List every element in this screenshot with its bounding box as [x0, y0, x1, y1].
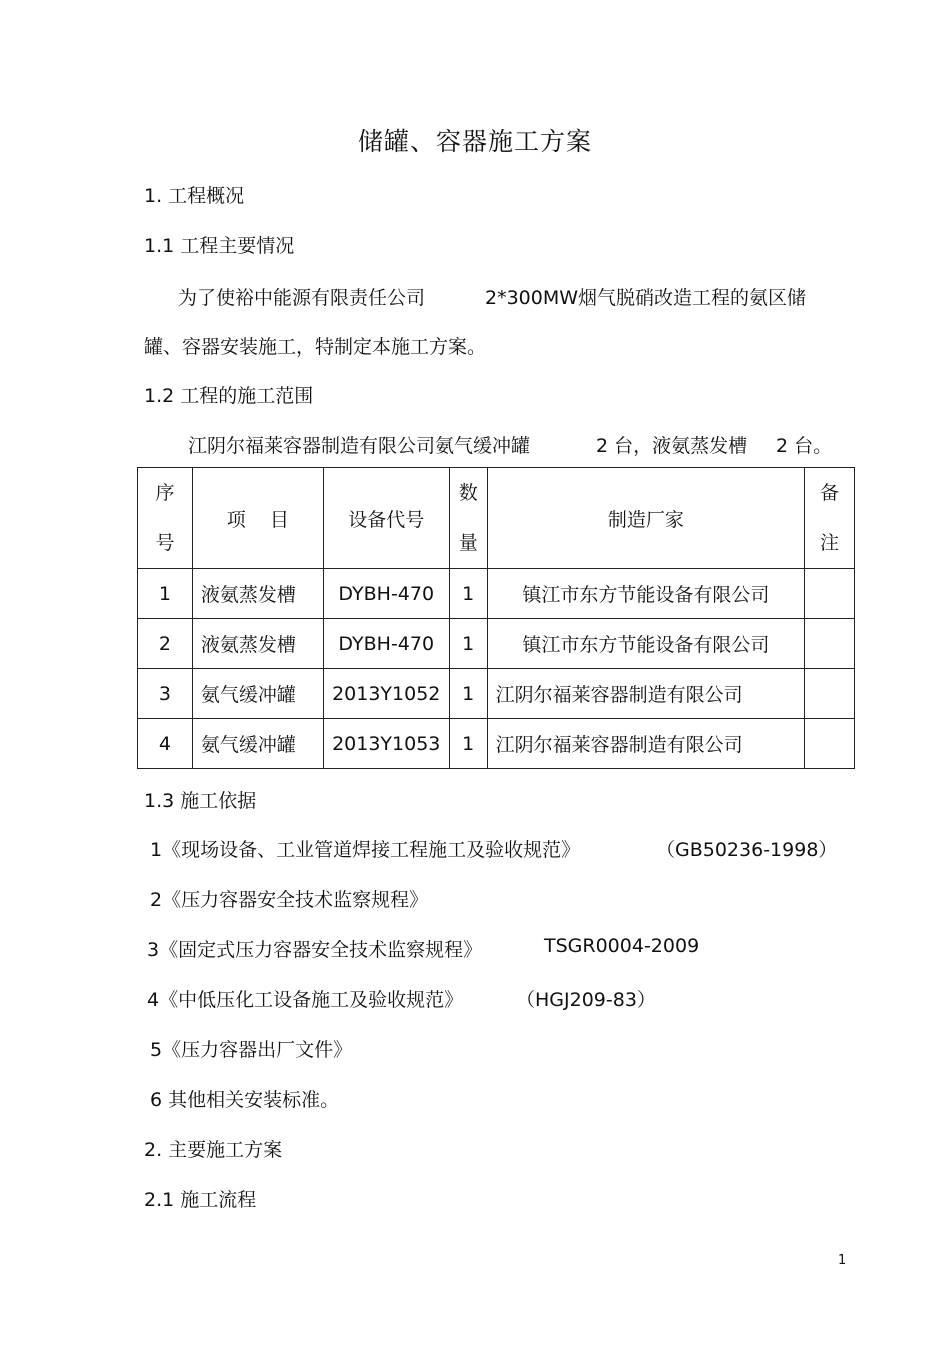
- cell-code: 2013Y1053: [323, 719, 449, 769]
- header-item: 项 目: [192, 468, 323, 569]
- cell-seq: 3: [138, 669, 193, 719]
- cell-maker: 江阴尔福莱容器制造有限公司: [487, 719, 804, 769]
- cell-code: 2013Y1052: [323, 669, 449, 719]
- header-note-line-1: 备: [820, 482, 840, 504]
- section-heading-1-2: 1.2 工程的施工范围: [144, 385, 314, 407]
- paragraph-1-line-2: 罐、容器安装施工，特制定本施工方案。: [144, 336, 487, 358]
- cell-qty: 1: [449, 719, 487, 769]
- reference-6-title: 6 其他相关安装标准。: [150, 1089, 340, 1111]
- header-note: [805, 468, 855, 569]
- header-qty-line-2: 量: [458, 532, 478, 554]
- reference-3-code: TSGR0004-2009: [544, 935, 700, 957]
- equipment-table: [137, 467, 855, 769]
- section-heading-2: 2. 主要施工方案: [144, 1139, 283, 1161]
- table-header-row: [138, 468, 855, 569]
- reference-4-code: （HGJ209-83）: [516, 989, 656, 1011]
- cell-note: [805, 719, 855, 769]
- section-heading-1-3: 1.3 施工依据: [144, 790, 257, 812]
- cell-qty: 1: [449, 669, 487, 719]
- cell-seq: 4: [138, 719, 193, 769]
- reference-5-title: 5《压力容器出厂文件》: [150, 1039, 353, 1061]
- cell-qty: 1: [449, 619, 487, 669]
- cell-maker: 江阴尔福莱容器制造有限公司: [487, 669, 804, 719]
- header-seq: [138, 468, 193, 569]
- cell-code: DYBH-470: [323, 569, 449, 619]
- header-note-line-2: 注: [820, 532, 840, 554]
- cell-note: [805, 669, 855, 719]
- page-number: 1: [838, 1253, 847, 1268]
- header-seq-line-1: 序: [155, 482, 175, 504]
- reference-2-title: 2《压力容器安全技术监察规程》: [150, 889, 429, 911]
- cell-maker: 镇江市东方节能设备有限公司: [487, 619, 804, 669]
- paragraph-2-part-c: 2 台。: [776, 435, 833, 457]
- table-row: [138, 569, 855, 619]
- reference-1-title: 1《现场设备、工业管道焊接工程施工及验收规范》: [150, 839, 581, 861]
- paragraph-1-line-1a: 为了使裕中能源有限责任公司: [178, 287, 426, 309]
- cell-seq: 1: [138, 569, 193, 619]
- paragraph-1-line-1b: 2*300MW烟气脱硝改造工程的氨区储: [485, 287, 807, 309]
- table-row: [138, 619, 855, 669]
- header-maker: 制造厂家: [487, 468, 804, 569]
- cell-note: [805, 619, 855, 669]
- section-heading-1: 1. 工程概况: [144, 185, 245, 207]
- header-code: 设备代号: [323, 468, 449, 569]
- cell-item: 液氨蒸发槽: [192, 619, 323, 669]
- table-row: [138, 669, 855, 719]
- reference-3-title: 3《固定式压力容器安全技术监察规程》: [147, 939, 483, 961]
- section-heading-1-1: 1.1 工程主要情况: [144, 235, 295, 257]
- cell-maker: 镇江市东方节能设备有限公司: [487, 569, 804, 619]
- cell-qty: 1: [449, 569, 487, 619]
- header-qty-line-1: 数: [458, 482, 478, 504]
- cell-code: DYBH-470: [323, 619, 449, 669]
- paragraph-2-part-a: 江阴尔福莱容器制造有限公司氨气缓冲罐: [188, 435, 531, 457]
- paragraph-2-part-b: 2 台，液氨蒸发槽: [596, 435, 748, 457]
- cell-item: 液氨蒸发槽: [192, 569, 323, 619]
- table-row: [138, 719, 855, 769]
- header-qty: [449, 468, 487, 569]
- cell-item: 氨气缓冲罐: [192, 669, 323, 719]
- section-heading-2-1: 2.1 施工流程: [144, 1189, 257, 1211]
- cell-seq: 2: [138, 619, 193, 669]
- reference-4-title: 4《中低压化工设备施工及验收规范》: [147, 989, 464, 1011]
- cell-note: [805, 569, 855, 619]
- header-seq-line-2: 号: [155, 532, 175, 554]
- document-title: 储罐、容器施工方案: [357, 127, 592, 156]
- reference-1-code: （GB50236-1998）: [656, 839, 838, 861]
- cell-item: 氨气缓冲罐: [192, 719, 323, 769]
